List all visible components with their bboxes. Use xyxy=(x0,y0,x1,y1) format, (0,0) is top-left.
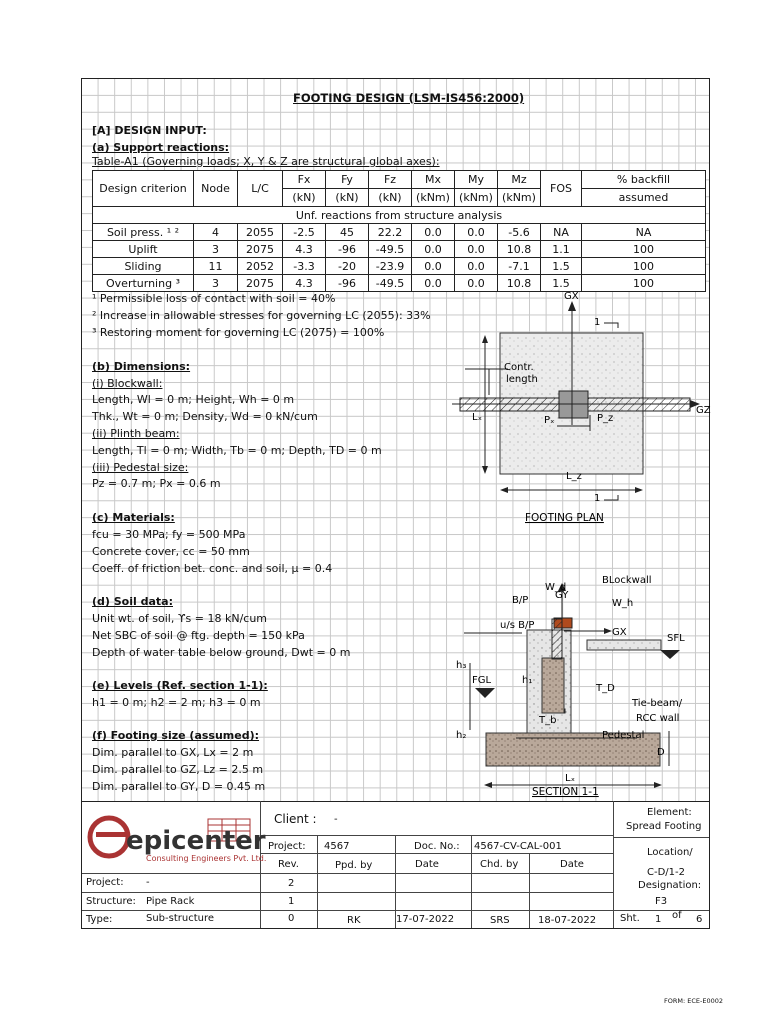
pedestal-line-1: Pz = 0.7 m; Px = 0.6 m xyxy=(92,477,221,490)
cell: 100 xyxy=(582,241,706,258)
sfl-marker xyxy=(660,650,680,659)
plan-lx-label: Lₓ xyxy=(472,412,483,423)
date2-label: Date xyxy=(560,859,584,870)
cell: 0.0 xyxy=(455,241,498,258)
client-value: - xyxy=(334,814,338,825)
section-wh-label: W_h xyxy=(612,598,634,609)
cell: Overturning ³ xyxy=(93,275,194,292)
soil-heading: (d) Soil data: xyxy=(92,595,173,608)
cell: NA xyxy=(582,224,706,241)
table-subheader: Unf. reactions from structure analysis xyxy=(93,207,706,224)
section-h3-label: h₃ xyxy=(456,660,467,671)
dimensions-heading: (b) Dimensions: xyxy=(92,360,191,373)
plan-lz-label: L_z xyxy=(566,471,582,482)
section-tiebeam-label: Tie-beam/ xyxy=(632,698,683,709)
cell: 0.0 xyxy=(412,241,455,258)
ppd-label: Ppd. by xyxy=(335,860,373,871)
reactions-table xyxy=(92,170,706,292)
unit-mx: (kNm) xyxy=(412,189,455,207)
rev-label: Rev. xyxy=(278,859,299,870)
cell: Soil press. ¹ ² xyxy=(93,224,194,241)
cell: 10.8 xyxy=(498,275,541,292)
th-fos: FOS xyxy=(541,171,582,207)
th-mz: Mz xyxy=(498,171,541,189)
title-block xyxy=(82,801,709,928)
cell: 2075 xyxy=(238,275,283,292)
cell: -96 xyxy=(326,275,369,292)
element-label: Element: xyxy=(647,807,692,818)
note-3: ³ Restoring moment for governing LC (2075) = 100% xyxy=(92,326,385,339)
plan-caption: FOOTING PLAN xyxy=(525,512,604,524)
footing-plan-drawing xyxy=(412,291,711,525)
client-label: Client : xyxy=(274,812,317,826)
section-pedestal-label: Pedestal xyxy=(602,730,645,741)
cell: 45 xyxy=(326,224,369,241)
blockwall-line-1: Length, Wl = 0 m; Height, Wh = 0 m xyxy=(92,393,295,406)
cell: 11 xyxy=(194,258,238,275)
cell: -49.5 xyxy=(369,275,412,292)
note-2: ² Increase in allowable stresses for governing LC (2055): 33% xyxy=(92,309,431,322)
logo-text: epicenter xyxy=(126,826,266,856)
chd-value: SRS xyxy=(490,915,510,926)
soil-line-1: Unit wt. of soil, ϒs = 18 kN/cum xyxy=(92,612,268,625)
location-label: Location/ xyxy=(647,847,693,858)
sheet-total: 6 xyxy=(696,914,703,925)
section-bp-label: B/P xyxy=(512,595,529,606)
section-caption: SECTION 1-1 xyxy=(532,786,599,798)
calc-sheet xyxy=(81,78,710,929)
ground-slab xyxy=(587,640,661,650)
project-row-value: - xyxy=(146,877,150,888)
cell: 100 xyxy=(582,258,706,275)
cell: 4.3 xyxy=(283,241,326,258)
section-td-label: T_D xyxy=(596,683,615,694)
plan-section-mark-bottom: 1 xyxy=(594,493,601,504)
blockwall-heading: (i) Blockwall: xyxy=(92,377,163,390)
sheet-number: 1 xyxy=(655,914,662,925)
th-node: Node xyxy=(194,171,238,207)
structure-label: Structure: xyxy=(86,896,136,907)
cell: -20 xyxy=(326,258,369,275)
project-no: 4567 xyxy=(324,841,350,852)
cell: 0.0 xyxy=(455,258,498,275)
table-row xyxy=(93,224,706,241)
table-row xyxy=(93,275,706,292)
tie-beam-section xyxy=(542,658,564,713)
date2-value: 18-07-2022 xyxy=(538,915,597,926)
cell: 2055 xyxy=(238,224,283,241)
company-logo xyxy=(88,811,267,871)
th-criterion: Design criterion xyxy=(93,171,194,207)
footing-heading: (f) Footing size (assumed): xyxy=(92,729,260,742)
table-row xyxy=(93,258,706,275)
rev-row-2: 1 xyxy=(288,896,295,907)
cell: -49.5 xyxy=(369,241,412,258)
element-value: Spread Footing xyxy=(626,821,702,832)
cell: NA xyxy=(541,224,582,241)
type-value: Sub-structure xyxy=(146,913,215,924)
cell: -5.6 xyxy=(498,224,541,241)
plinth-heading: (ii) Plinth beam: xyxy=(92,427,180,440)
page-title: FOOTING DESIGN (LSM-IS456:2000) xyxy=(293,91,525,105)
th-my: My xyxy=(455,171,498,189)
cell: 4.3 xyxy=(283,275,326,292)
section-gx-label: GX xyxy=(612,627,627,638)
gx-arrow xyxy=(568,301,576,311)
unit-mz: (kNm) xyxy=(498,189,541,207)
type-label: Type: xyxy=(86,914,113,925)
plan-section-mark-top: 1 xyxy=(594,317,601,328)
section-wd-label: W_d xyxy=(545,582,567,593)
unit-fz: (kN) xyxy=(369,189,412,207)
soil-line-3: Depth of water table below ground, Dwt = 0 m xyxy=(92,646,351,659)
section-tb-label: T_b xyxy=(539,715,557,726)
note-1: ¹ Permissible loss of contact with soil = 40% xyxy=(92,292,336,305)
section-h2-label: h₂ xyxy=(456,730,467,741)
section-d-label: D xyxy=(657,747,665,758)
unit-backfill: assumed xyxy=(582,189,706,207)
section-lx-label: Lₓ xyxy=(565,773,576,784)
chd-label: Chd. by xyxy=(480,859,519,870)
plan-px-label: Pₓ xyxy=(544,415,555,426)
project-label: Project: xyxy=(268,841,306,852)
section-gy-label: GY xyxy=(555,590,569,601)
materials-line-1: fcu = 30 MPa; fy = 500 MPa xyxy=(92,528,246,541)
form-number: FORM: ECE-E0002 xyxy=(664,997,723,1005)
plan-gx-label: GX xyxy=(564,291,579,302)
th-fy: Fy xyxy=(326,171,369,189)
cell: 1.5 xyxy=(541,258,582,275)
cell: 22.2 xyxy=(369,224,412,241)
plan-pz-label: P_z xyxy=(597,413,614,424)
location-value: C-D/1-2 xyxy=(647,867,685,878)
footing-line-1: Dim. parallel to GX, Lx = 2 m xyxy=(92,746,254,759)
unit-my: (kNm) xyxy=(455,189,498,207)
ppd-value: RK xyxy=(347,915,361,926)
cell: 3 xyxy=(194,241,238,258)
cell: 1.1 xyxy=(541,241,582,258)
logo-sub: Consulting Engineers Pvt. Ltd. xyxy=(146,854,267,863)
th-fz: Fz xyxy=(369,171,412,189)
plan-gz-label: GZ xyxy=(696,405,711,416)
section-h1-label: h₁ xyxy=(522,675,533,686)
cell: 0.0 xyxy=(455,275,498,292)
cell: -96 xyxy=(326,241,369,258)
unit-fy: (kN) xyxy=(326,189,369,207)
rev-row-1: 2 xyxy=(288,878,295,889)
cell: 10.8 xyxy=(498,241,541,258)
section-a-heading: [A] DESIGN INPUT: xyxy=(92,124,207,137)
cell: Sliding xyxy=(93,258,194,275)
cell: 1.5 xyxy=(541,275,582,292)
date-value: 17-07-2022 xyxy=(396,914,455,925)
structure-value: Pipe Rack xyxy=(146,896,195,907)
footing-line-2: Dim. parallel to GZ, Lz = 2.5 m xyxy=(92,763,264,776)
th-mx: Mx xyxy=(412,171,455,189)
cell: 0.0 xyxy=(412,258,455,275)
cell: -23.9 xyxy=(369,258,412,275)
fgl-marker xyxy=(475,688,495,698)
unit-fx: (kN) xyxy=(283,189,326,207)
section-usbp-label: u/s B/P xyxy=(500,620,535,631)
cell: Uplift xyxy=(93,241,194,258)
plan-contr-label: Contr. xyxy=(504,362,534,373)
doc-label: Doc. No.: xyxy=(414,841,460,852)
blockwall-section xyxy=(552,619,562,659)
th-fx: Fx xyxy=(283,171,326,189)
cell: 0.0 xyxy=(412,275,455,292)
cell: 2075 xyxy=(238,241,283,258)
soil-line-2: Net SBC of soil @ ftg. depth = 150 kPa xyxy=(92,629,305,642)
footing-line-3: Dim. parallel to GY, D = 0.45 m xyxy=(92,780,266,793)
cell: 4 xyxy=(194,224,238,241)
rev-row-3: 0 xyxy=(288,913,295,924)
sheet-of-label: of xyxy=(672,910,682,921)
cell: 2052 xyxy=(238,258,283,275)
cell: 3 xyxy=(194,275,238,292)
support-reactions-heading: (a) Support reactions: xyxy=(92,141,230,154)
materials-line-3: Coeff. of friction bet. conc. and soil, μ = 0.4 xyxy=(92,562,333,575)
cell: -2.5 xyxy=(283,224,326,241)
table-row xyxy=(93,241,706,258)
pedestal-heading: (iii) Pedestal size: xyxy=(92,461,189,474)
section-blockwall-label: BLockwall xyxy=(602,575,652,586)
designation-value: F3 xyxy=(655,896,668,907)
cell: -3.3 xyxy=(283,258,326,275)
th-backfill: % backfill xyxy=(582,171,706,189)
section-drawing xyxy=(452,533,707,799)
cell: 100 xyxy=(582,275,706,292)
plinth-line-1: Length, Tl = 0 m; Width, Tb = 0 m; Depth, TD = 0 m xyxy=(92,444,382,457)
cell: -7.1 xyxy=(498,258,541,275)
designation-label: Designation: xyxy=(638,880,702,891)
section-rccwall-label: RCC wall xyxy=(636,713,680,724)
levels-heading: (e) Levels (Ref. section 1-1): xyxy=(92,679,268,692)
sheet-label: Sht. xyxy=(620,913,640,924)
th-lc: L/C xyxy=(238,171,283,207)
plan-length-label: length xyxy=(506,374,538,385)
cell: 0.0 xyxy=(455,224,498,241)
cell: 0.0 xyxy=(412,224,455,241)
table-caption: Table-A1 (Governing loads; X, Y & Z are structural global axes): xyxy=(92,155,440,168)
doc-value: 4567-CV-CAL-001 xyxy=(474,841,562,852)
materials-line-2: Concrete cover, cc = 50 mm xyxy=(92,545,250,558)
levels-line-1: h1 = 0 m; h2 = 2 m; h3 = 0 m xyxy=(92,696,261,709)
section-fgl-label: FGL xyxy=(472,675,492,686)
date-label: Date xyxy=(415,859,439,870)
materials-heading: (c) Materials: xyxy=(92,511,175,524)
section-sfl-label: SFL xyxy=(667,633,685,644)
blockwall-line-2: Thk., Wt = 0 m; Density, Wd = 0 kN/cum xyxy=(92,410,318,423)
project-row-label: Project: xyxy=(86,877,124,888)
